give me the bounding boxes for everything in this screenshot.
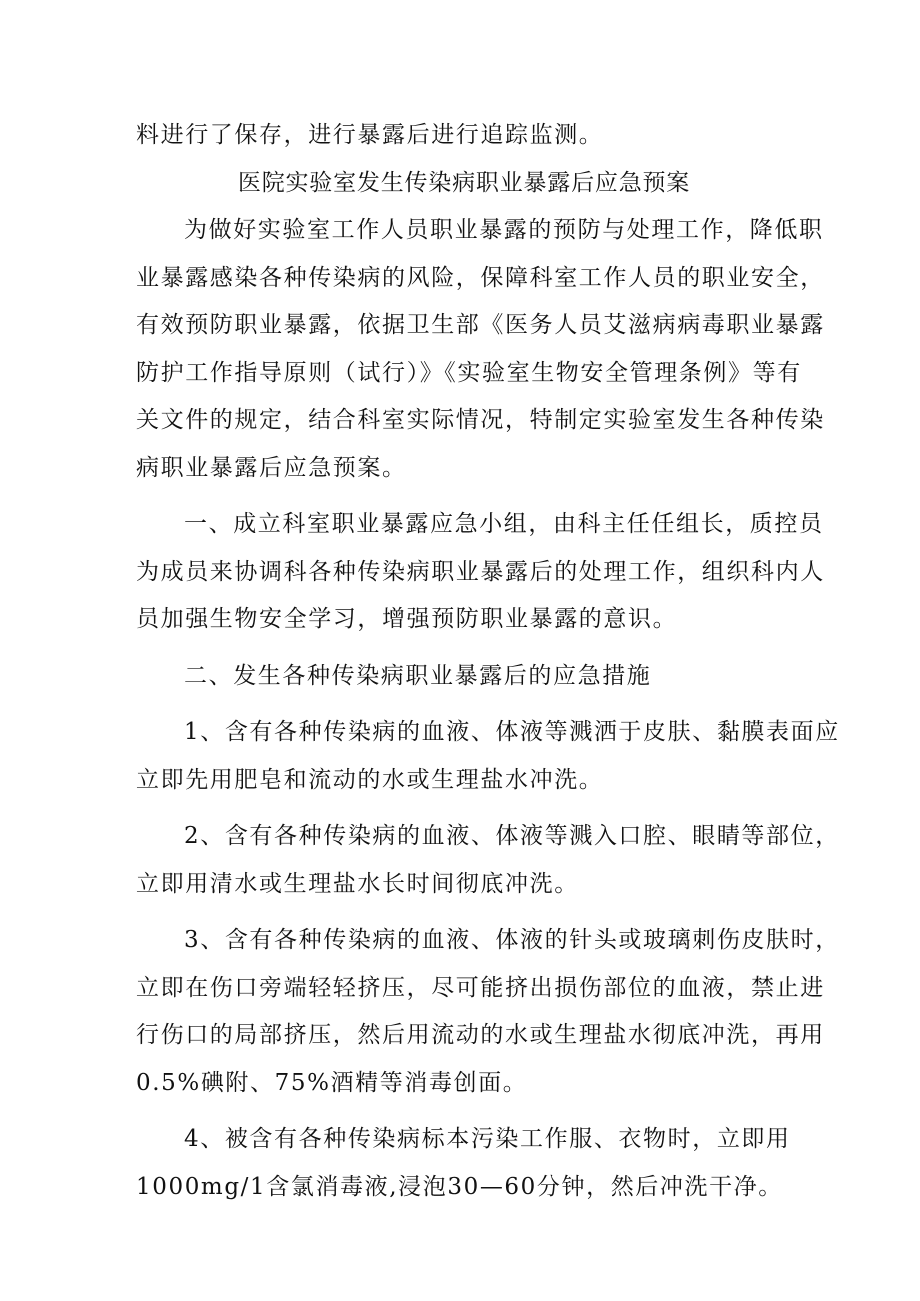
measure-two-line: 2、含有各种传染病的血液、体液等溅入口腔、眼睛等部位， bbox=[184, 823, 840, 849]
section-one-line: 一、成立科室职业暴露应急小组，由科主任任组长，质控员 bbox=[184, 511, 824, 537]
measure-four-line: 1000mg/1含氯消毒液,浸泡30—60分钟，然后冲洗干净。 bbox=[136, 1173, 783, 1200]
measure-one-line: 立即先用肥皂和流动的水或生理盐水冲洗。 bbox=[136, 766, 604, 793]
section-one-line: 为成员来协调科各种传染病职业暴露后的处理工作，组织科内人 bbox=[136, 558, 825, 585]
intro-paragraph-line: 病职业暴露后应急预案。 bbox=[136, 454, 407, 481]
measure-three-line: 行伤口的局部挤压，然后用流动的水或生理盐水彻底冲洗，再用 bbox=[136, 1022, 825, 1048]
document-body bbox=[136, 112, 840, 1211]
measure-two-line: 立即用清水或生理盐水长时间彻底冲洗。 bbox=[136, 870, 579, 897]
measure-three-line: 立即在伤口旁端轻轻挤压，尽可能挤出损伤部位的血液，禁止进 bbox=[136, 974, 825, 1001]
paragraph-continuation-line: 料进行了保存，进行暴露后进行追踪监测。 bbox=[136, 122, 604, 148]
intro-paragraph-line: 为做好实验室工作人员职业暴露的预防与处理工作，降低职 bbox=[184, 217, 824, 243]
measure-one-line: 1、含有各种传染病的血液、体液等溅洒于皮肤、黏膜表面应 bbox=[184, 719, 840, 745]
intro-paragraph-line: 关文件的规定，结合科室实际情况，特制定实验室发生各种传染 bbox=[136, 407, 825, 433]
section-one-line: 员加强生物安全学习，增强预防职业暴露的意识。 bbox=[136, 606, 678, 632]
measure-three-line: 0.5%碘附、75%酒精等消毒创面。 bbox=[136, 1069, 528, 1096]
intro-paragraph-line: 防护工作指导原则（试行）》《实验室生物安全管理条例》等有 bbox=[136, 359, 802, 386]
intro-paragraph-line: 业暴露感染各种传染病的风险，保障科室工作人员的职业安全， bbox=[136, 264, 825, 291]
section-two-heading: 二、发生各种传染病职业暴露后的应急措施 bbox=[184, 662, 652, 689]
measure-three-line: 3、含有各种传染病的血液、体液的针头或玻璃刺伤皮肤时， bbox=[184, 927, 840, 953]
section-title: 医院实验室发生传染病职业暴露后应急预案 bbox=[237, 169, 691, 196]
measure-four-line: 4、被含有各种传染病标本污染工作服、衣物时，立即用 bbox=[184, 1126, 791, 1152]
intro-paragraph-line: 有效预防职业暴露，依据卫生部《医务人员艾滋病病毒职业暴露 bbox=[136, 312, 825, 338]
